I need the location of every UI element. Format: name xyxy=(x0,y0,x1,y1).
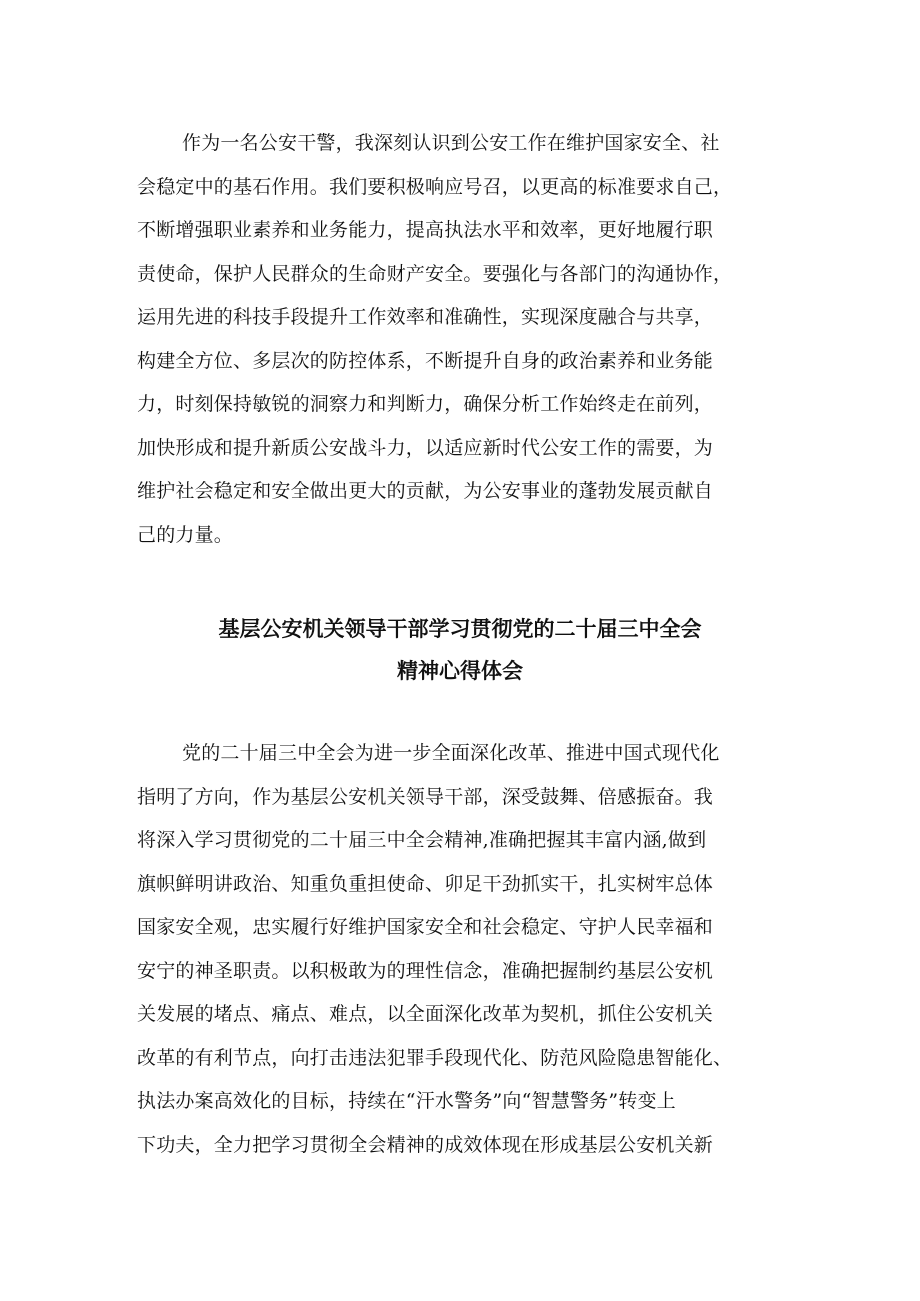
paragraph-1-line: 会稳定中的基石作用。我们要积极响应号召，以更高的标准要求自己， xyxy=(137,175,733,198)
article-title-line-1: 基层公安机关领导干部学习贯彻党的二十届三中全会 xyxy=(218,617,702,641)
paragraph-2 xyxy=(137,732,797,1167)
paragraph-2-line: 指明了方向，作为基层公安机关领导干部，深受鼓舞、倍感振奋。我 xyxy=(137,785,714,808)
paragraph-1-line: 己的力量。 xyxy=(137,523,234,546)
article-title xyxy=(0,608,920,692)
paragraph-2-line: 改革的有利节点，向打击违法犯罪手段现代化、防范风险隐患智能化、 xyxy=(137,1046,733,1069)
paragraph-1-line: 维护社会稳定和安全做出更大的贡献，为公安事业的蓬勃发展贡献自 xyxy=(137,480,714,502)
paragraph-1-line: 作为一名公安干警，我深刻认识到公安工作在维护国家安全、社 xyxy=(182,132,720,154)
article-title-line-2: 精神心得体会 xyxy=(397,659,523,683)
paragraph-2-line: 关发展的堵点、痛点、难点，以全面深化改革为契机，抓住公安机关 xyxy=(137,1003,714,1025)
paragraph-2-line: 旗帜鲜明讲政治、知重负重担使命、卯足干劲抓实干，扎实树牢总体 xyxy=(137,872,714,895)
paragraph-1-line: 构建全方位、多层次的防控体系，不断提升自身的政治素养和业务能 xyxy=(137,349,714,372)
paragraph-2-line: 安宁的神圣职责。以积极敢为的理性信念，准确把握制约基层公安机 xyxy=(137,959,714,982)
paragraph-1-line: 力，时刻保持敏锐的洞察力和判断力，确保分析工作始终走在前列， xyxy=(137,393,714,415)
paragraph-2-line: 党的二十届三中全会为进一步全面深化改革、推进中国式现代化 xyxy=(182,742,720,764)
paragraph-1-line: 不断增强职业素养和业务能力，提高执法水平和效率，更好地履行职 xyxy=(137,219,714,241)
paragraph-2-line: 执法办案高效化的目标，持续在“汗水警务”向“智慧警务”转变上 xyxy=(137,1090,676,1112)
paragraph-2-line: 下功夫，全力把学习贯彻全会精神的成效体现在形成基层公安机关新 xyxy=(137,1133,714,1156)
paragraph-1-line: 责使命，保护人民群众的生命财产安全。要强化与各部门的沟通协作， xyxy=(137,262,733,285)
paragraph-2-line: 将深入学习贯彻党的二十届三中全会精神,准确把握其丰富内涵,做到 xyxy=(137,829,707,851)
paragraph-2-line: 国家安全观，忠实履行好维护国家安全和社会稳定、守护人民幸福和 xyxy=(137,916,714,938)
paragraph-1-line: 运用先进的科技手段提升工作效率和准确性，实现深度融合与共享， xyxy=(137,306,714,328)
paragraph-1 xyxy=(137,122,797,557)
paragraph-1-line: 加快形成和提升新质公安战斗力，以适应新时代公安工作的需要，为 xyxy=(137,436,714,459)
